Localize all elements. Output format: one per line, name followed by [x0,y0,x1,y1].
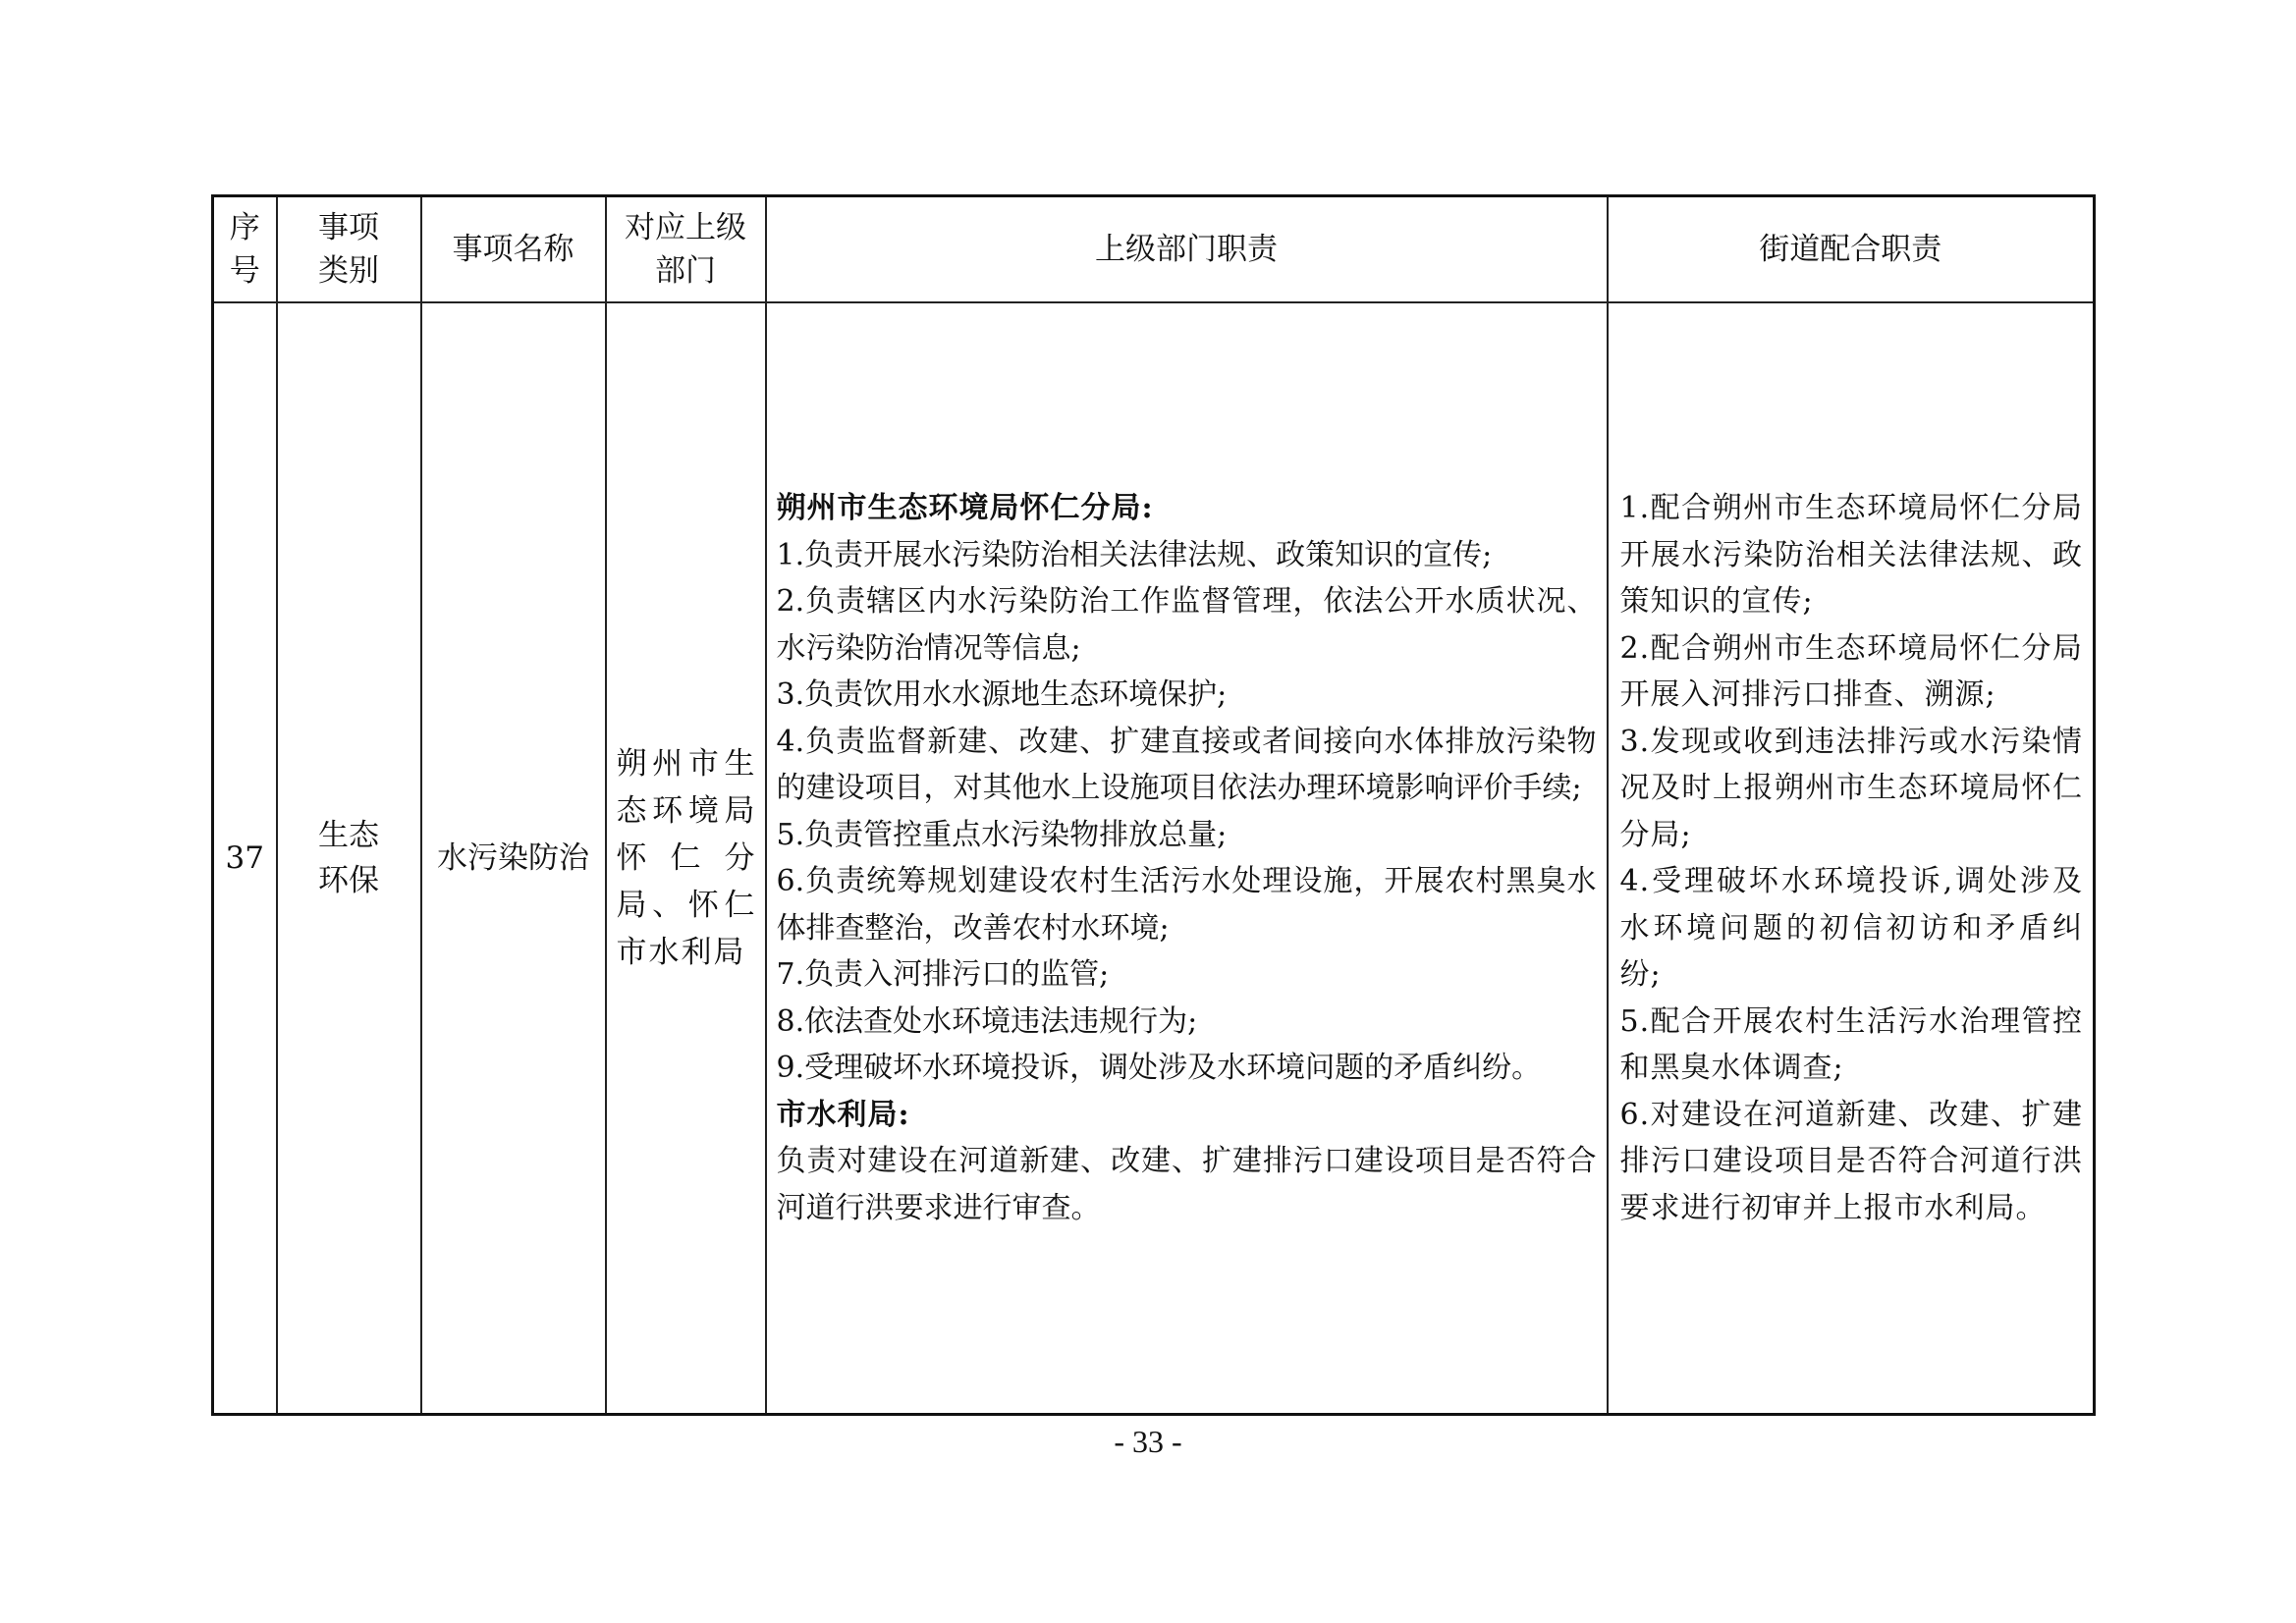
duty-section-heading: 市水利局: [776,1097,910,1132]
header-name: 事项名称 [421,196,606,303]
header-category: 事项 类别 [277,196,421,303]
duty-item: 8.依法查处水环境违法违规行为; [776,1003,1198,1039]
coop-item: 1.配合朔州市生态环境局怀仁分局开展水污染防治相关法律法规、政策知识的宣传; [1619,491,2083,619]
duty-item: 5.负责管控重点水污染物排放总量; [776,817,1228,852]
duty-table [211,194,2096,1416]
row-seq: 37 [213,302,277,1415]
row-name: 水污染防治 [421,302,606,1415]
row-coop [1608,302,2095,1415]
table-row [213,302,2095,1415]
table-header-row [213,196,2095,303]
duty-item: 6.负责统筹规划建设农村生活污水处理设施，开展农村黑臭水体排查整治，改善农村水环境; [776,864,1597,946]
duty-item: 7.负责入河排污口的监管; [776,957,1110,992]
row-category: 生态 环保 [277,302,421,1415]
page-number: - 33 - [1114,1424,1182,1459]
coop-item: 2.配合朔州市生态环境局怀仁分局开展入河排污口排查、溯源; [1619,630,2083,712]
duty-item: 1.负责开展水污染防治相关法律法规、政策知识的宣传; [776,537,1493,572]
header-duty: 上级部门职责 [766,196,1608,303]
header-seq: 序 号 [213,196,277,303]
header-coop: 街道配合职责 [1608,196,2095,303]
coop-item: 3.发现或收到违法排污或水污染情况及时上报朔州市生态环境局怀仁分局; [1619,724,2083,852]
duty-section-heading: 朔州市生态环境局怀仁分局: [776,491,1154,525]
header-dept: 对应上级 部门 [606,196,766,303]
row-dept: 朔州市生 态环境局 怀 仁 分 局、怀仁 市水利局 [606,302,766,1415]
duty-item: 4.负责监督新建、改建、扩建直接或者间接向水体排放污染物的建设项目，对其他水上设施项目依法办理环境影响评价手续; [776,724,1597,805]
coop-item: 4.受理破坏水环境投诉,调处涉及水环境问题的初信初访和矛盾纠纷; [1619,864,2083,992]
duty-item: 2.负责辖区内水污染防治工作监督管理，依法公开水质状况、水污染防治情况等信息; [776,584,1597,666]
duty-item: 9.受理破坏水环境投诉，调处涉及水环境问题的矛盾纠纷。 [776,1051,1542,1085]
coop-item: 5.配合开展农村生活污水治理管控和黑臭水体调查; [1619,1003,2083,1085]
duty-item: 3.负责饮用水水源地生态环境保护; [776,677,1228,712]
row-duty [766,302,1608,1415]
coop-item: 6.对建设在河道新建、改建、扩建排污口建设项目是否符合河道行洪要求进行初审并上报市水利局。 [1619,1097,2083,1225]
duty-item: 负责对建设在河道新建、改建、扩建排污口建设项目是否符合河道行洪要求进行审查。 [776,1144,1597,1225]
